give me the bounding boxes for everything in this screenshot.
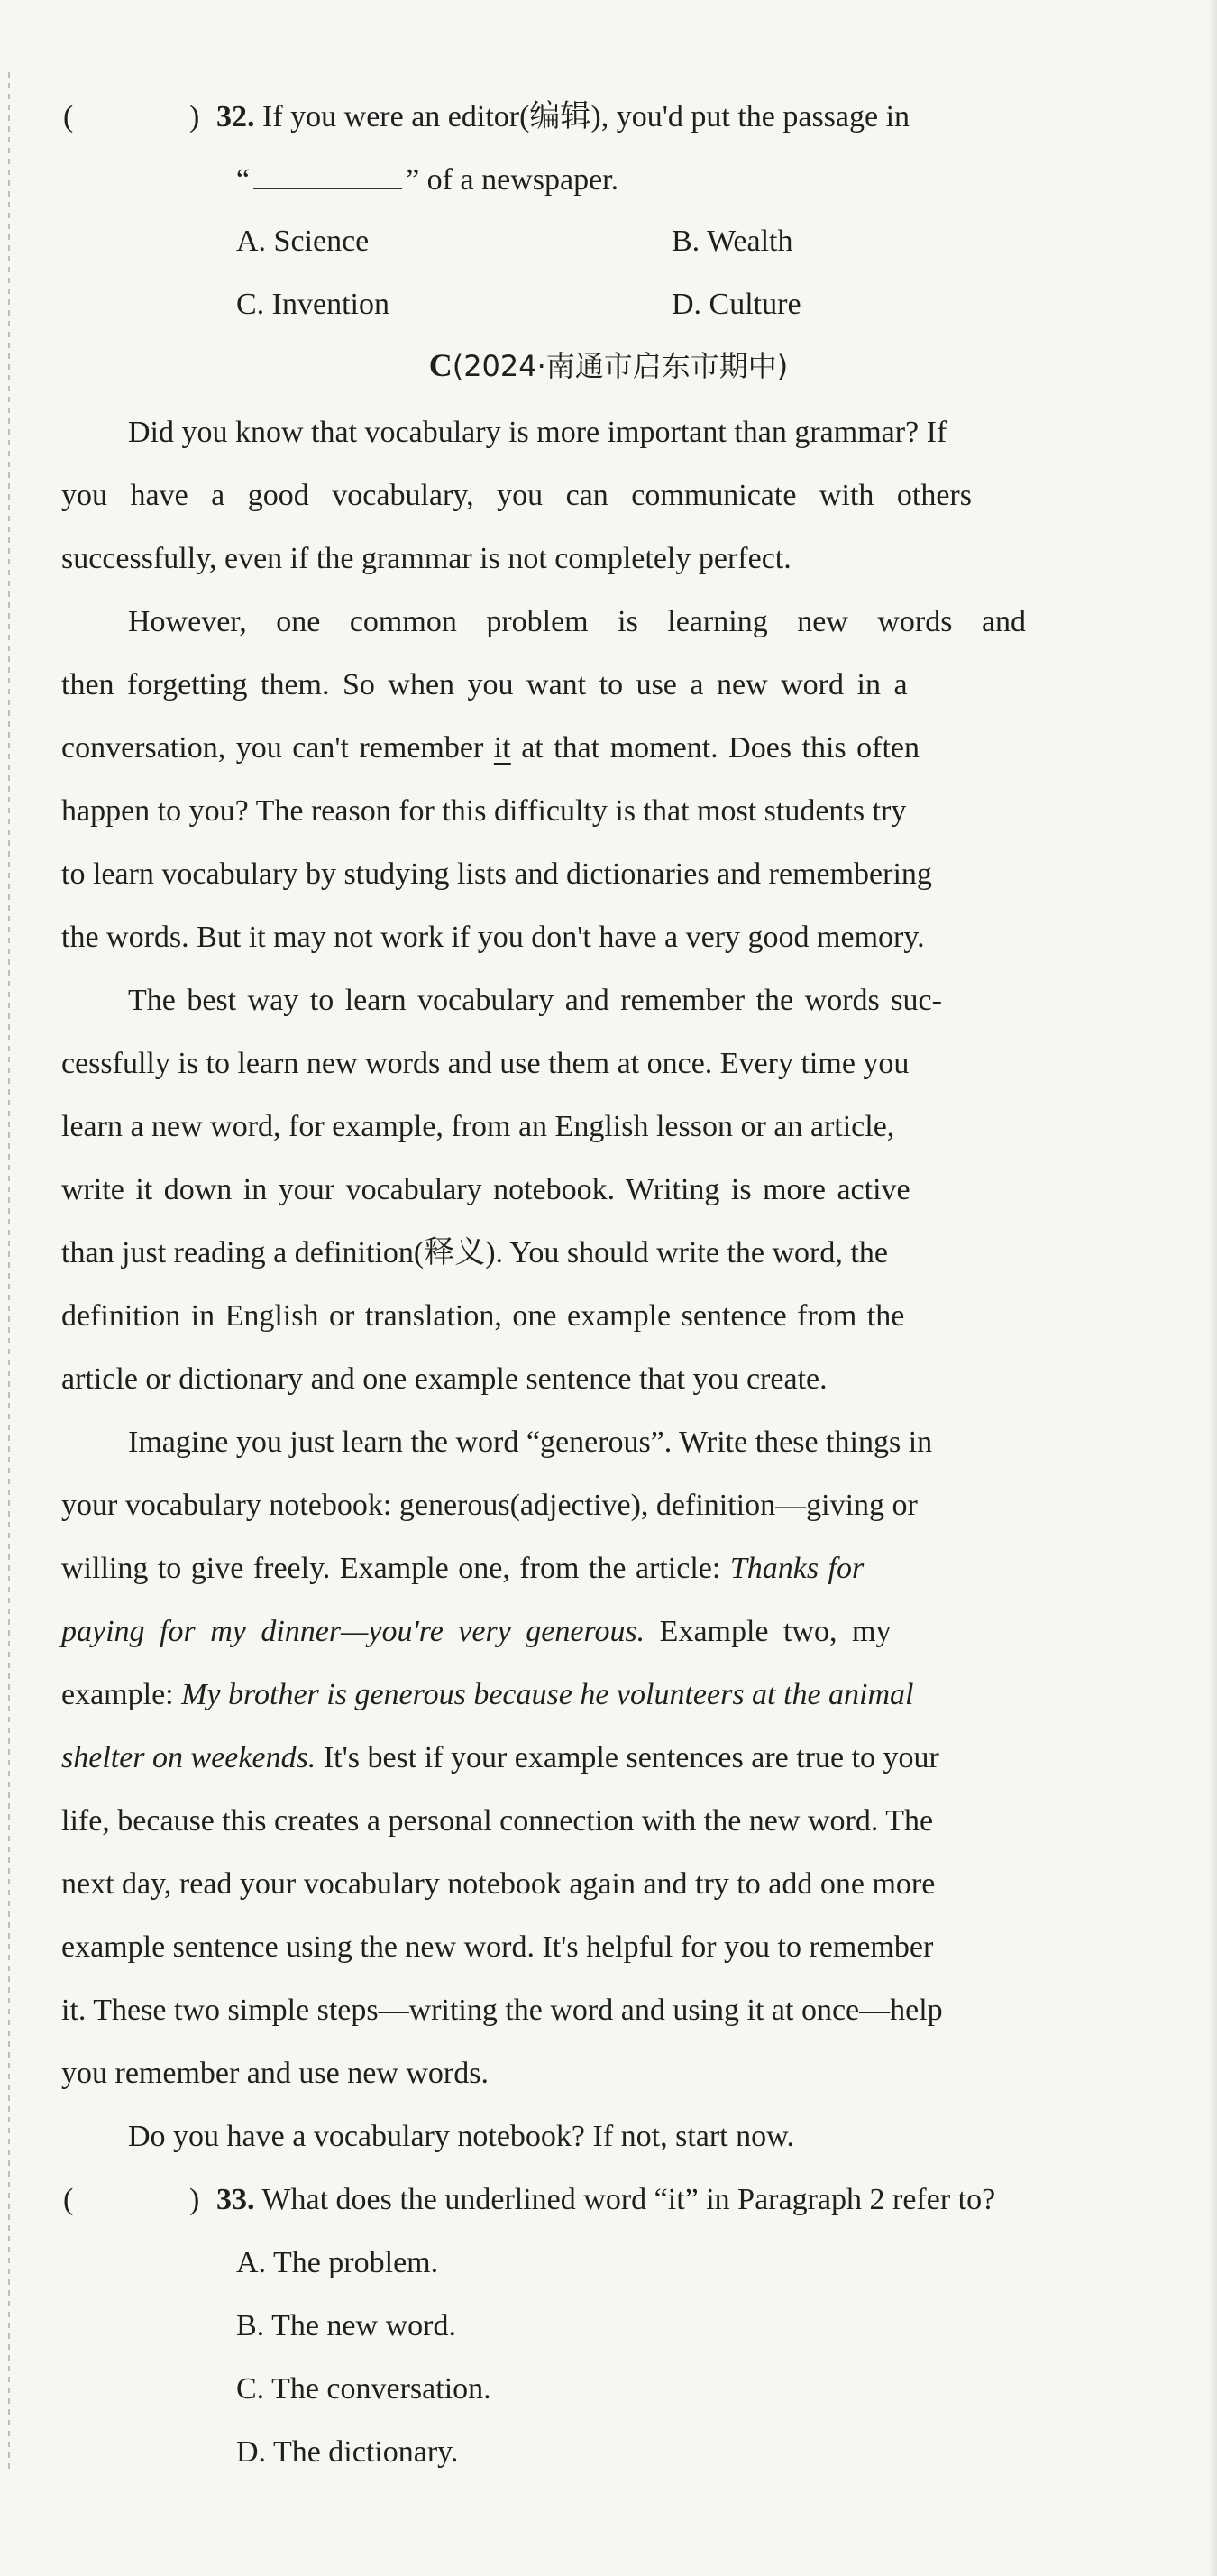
p3-line5: than just reading a definition(释义). You should write the word, the <box>61 1236 888 1270</box>
p2-line3: conversation, you can't remember it at that moment. Does this often <box>61 731 920 765</box>
option-c[interactable]: C. Invention <box>236 288 389 321</box>
p3-line4: write it down in your vocabulary notebook. Writing is more active <box>61 1173 910 1206</box>
option-b[interactable]: B. The new word. <box>236 2309 456 2342</box>
p1-line3: successfully, even if the grammar is not completely perfect. <box>61 542 792 575</box>
option-a[interactable]: A. The problem. <box>236 2246 439 2279</box>
p4-line3: willing to give freely. Example one, from the article: Thanks for <box>61 1552 865 1585</box>
option-a[interactable]: A. Science <box>236 225 370 258</box>
option-c[interactable]: C. The conversation. <box>236 2372 491 2406</box>
underlined-word-it: it <box>493 731 511 765</box>
question-stem-text: If you were an editor(编辑), you'd put the passage in <box>262 100 910 133</box>
question-number: 32. <box>216 100 255 133</box>
p3-line1: The best way to learn vocabulary and remember the words suc- <box>128 984 942 1017</box>
p3-line3: learn a new word, for example, from an English lesson or an article, <box>61 1110 895 1143</box>
example-one-italic-cont: paying for my dinner—you're very generous. <box>61 1615 645 1648</box>
example-one-italic: Thanks for <box>729 1552 865 1585</box>
p4-line2: your vocabulary notebook: generous(adjective), definition—giving or <box>61 1489 918 1522</box>
p3-line7: article or dictionary and one example sentence that you create. <box>61 1362 828 1396</box>
p3-line6: definition in English or translation, one example sentence from the <box>61 1299 905 1333</box>
section-heading <box>0 347 1217 384</box>
answer-paren-close: ) <box>189 2183 200 2216</box>
p5-line1: Do you have a vocabulary notebook? If not, start now. <box>128 2120 794 2153</box>
fill-blank[interactable] <box>253 162 402 189</box>
page-edge-shadow <box>1208 0 1217 2576</box>
question-stem-line1 <box>216 99 910 135</box>
p4-line11: you remember and use new words. <box>61 2057 489 2090</box>
question-number: 33. <box>216 2183 255 2216</box>
p4-line6: shelter on weekends. It's best if your example sentences are true to your <box>61 1741 939 1774</box>
p2-line6: the words. But it may not work if you don't have a very good memory. <box>61 921 925 954</box>
option-d[interactable]: D. Culture <box>672 288 801 321</box>
example-two-italic-cont: shelter on weekends. <box>61 1741 316 1774</box>
answer-paren-open: ( <box>63 100 74 133</box>
p2-line5: to learn vocabulary by studying lists and dictionaries and remembering <box>61 857 932 891</box>
p4-line9: example sentence using the new word. It's helpful for you to remember <box>61 1930 934 1964</box>
p1-line2: you have a good vocabulary, you can communicate with others <box>61 479 972 512</box>
question-stem-line2: “ ” of a newspaper. <box>236 163 619 197</box>
p4-line7: life, because this creates a personal connection with the new word. The <box>61 1804 934 1838</box>
section-source: (2024·南通市启东市期中) <box>452 349 789 383</box>
p1-line1: Did you know that vocabulary is more important than grammar? If <box>128 416 947 449</box>
option-d[interactable]: D. The dictionary. <box>236 2435 459 2469</box>
question-stem-text: What does the underlined word “it” in Paragraph 2 refer to? <box>261 2183 996 2216</box>
p4-line1: Imagine you just learn the word “generous”. Write these things in <box>128 1426 933 1459</box>
p4-line4: paying for my dinner—you're very generous. Example two, my <box>61 1615 892 1648</box>
p4-line8: next day, read your vocabulary notebook again and try to add one more <box>61 1867 936 1901</box>
p4-line10: it. These two simple steps—writing the word and using it at once—help <box>61 1994 943 2027</box>
p2-line4: happen to you? The reason for this difficulty is that most students try <box>61 794 907 828</box>
answer-paren-open: ( <box>63 2183 74 2216</box>
question-stem <box>216 2182 995 2218</box>
section-letter: C <box>428 347 453 383</box>
answer-paren-close: ) <box>189 100 200 133</box>
p2-line2: then forgetting them. So when you want to use a new word in a <box>61 668 908 701</box>
p4-line5: example: My brother is generous because he volunteers at the animal <box>61 1678 914 1711</box>
option-b[interactable]: B. Wealth <box>672 225 793 258</box>
p2-line1: However, one common problem is learning new words and <box>128 605 1027 638</box>
example-two-italic: My brother is generous because he volunteers at the animal <box>181 1678 914 1711</box>
p3-line2: cessfully is to learn new words and use them at once. Every time you <box>61 1047 910 1080</box>
margin-dotted-line <box>8 72 10 2471</box>
